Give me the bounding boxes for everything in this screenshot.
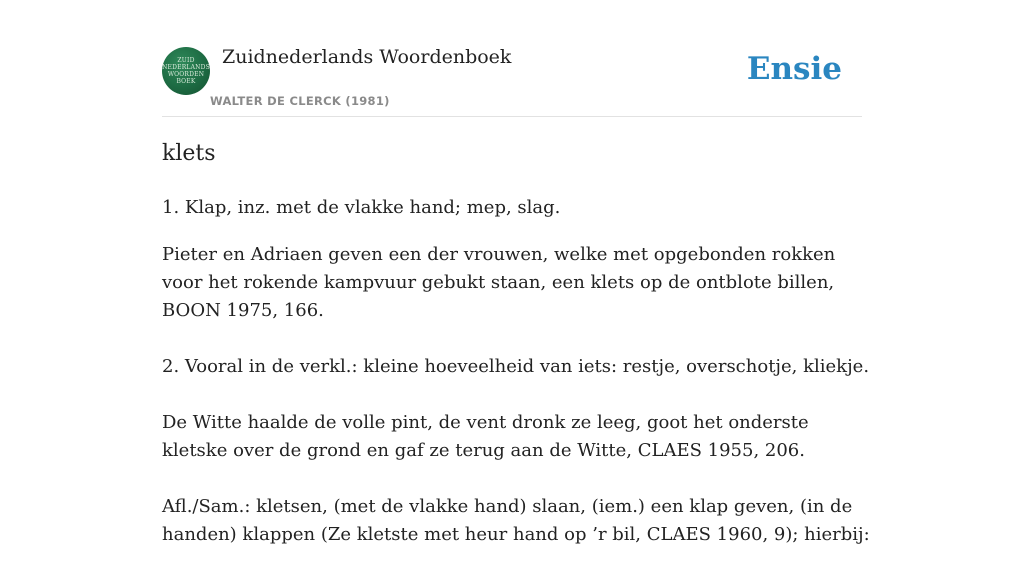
- entry-headword: klets: [162, 141, 216, 166]
- logo-text-line: ZUID: [177, 57, 195, 64]
- entry-definition-2: 2. Vooral in de verkl.: kleine hoeveelheid van iets: restje, overschotje, kliekje.: [162, 356, 870, 377]
- dictionary-logo[interactable]: [162, 47, 210, 95]
- entry-content: [162, 136, 872, 577]
- entry-derivations: Afl./Sam.: kletsen, (met de vlakke hand) slaan, (iem.) een klap geven, (in de handen) klappen (Ze kletste met heur hand op ’r bil, CLAES 1960, 9); hierbij:: [162, 496, 870, 545]
- logo-text-line: BOEK: [176, 78, 196, 85]
- dictionary-header: [162, 46, 862, 117]
- entry-definition-1: 1. Klap, inz. met de vlakke hand; mep, slag.: [162, 197, 561, 218]
- logo-text-line: NEDERLANDS: [162, 64, 210, 71]
- logo-text-line: WOORDEN: [167, 71, 205, 78]
- dictionary-title-link[interactable]: Zuidnederlands Woordenboek: [222, 46, 512, 68]
- entry-example-1: Pieter en Adriaen geven een der vrouwen, welke met opgebonden rokken voor het rokende kampvuur gebukt staan, een klets op de ontblote billen, BOON 1975, 166.: [162, 244, 836, 321]
- ensie-brand-link[interactable]: Ensie: [746, 51, 842, 87]
- dictionary-author: WALTER DE CLERCK (1981): [210, 94, 390, 108]
- entry-example-2: De Witte haalde de volle pint, de vent dronk ze leeg, goot het onderste kletske over de grond en gaf ze terug aan de Witte, CLAES 1955, 206.: [162, 412, 809, 461]
